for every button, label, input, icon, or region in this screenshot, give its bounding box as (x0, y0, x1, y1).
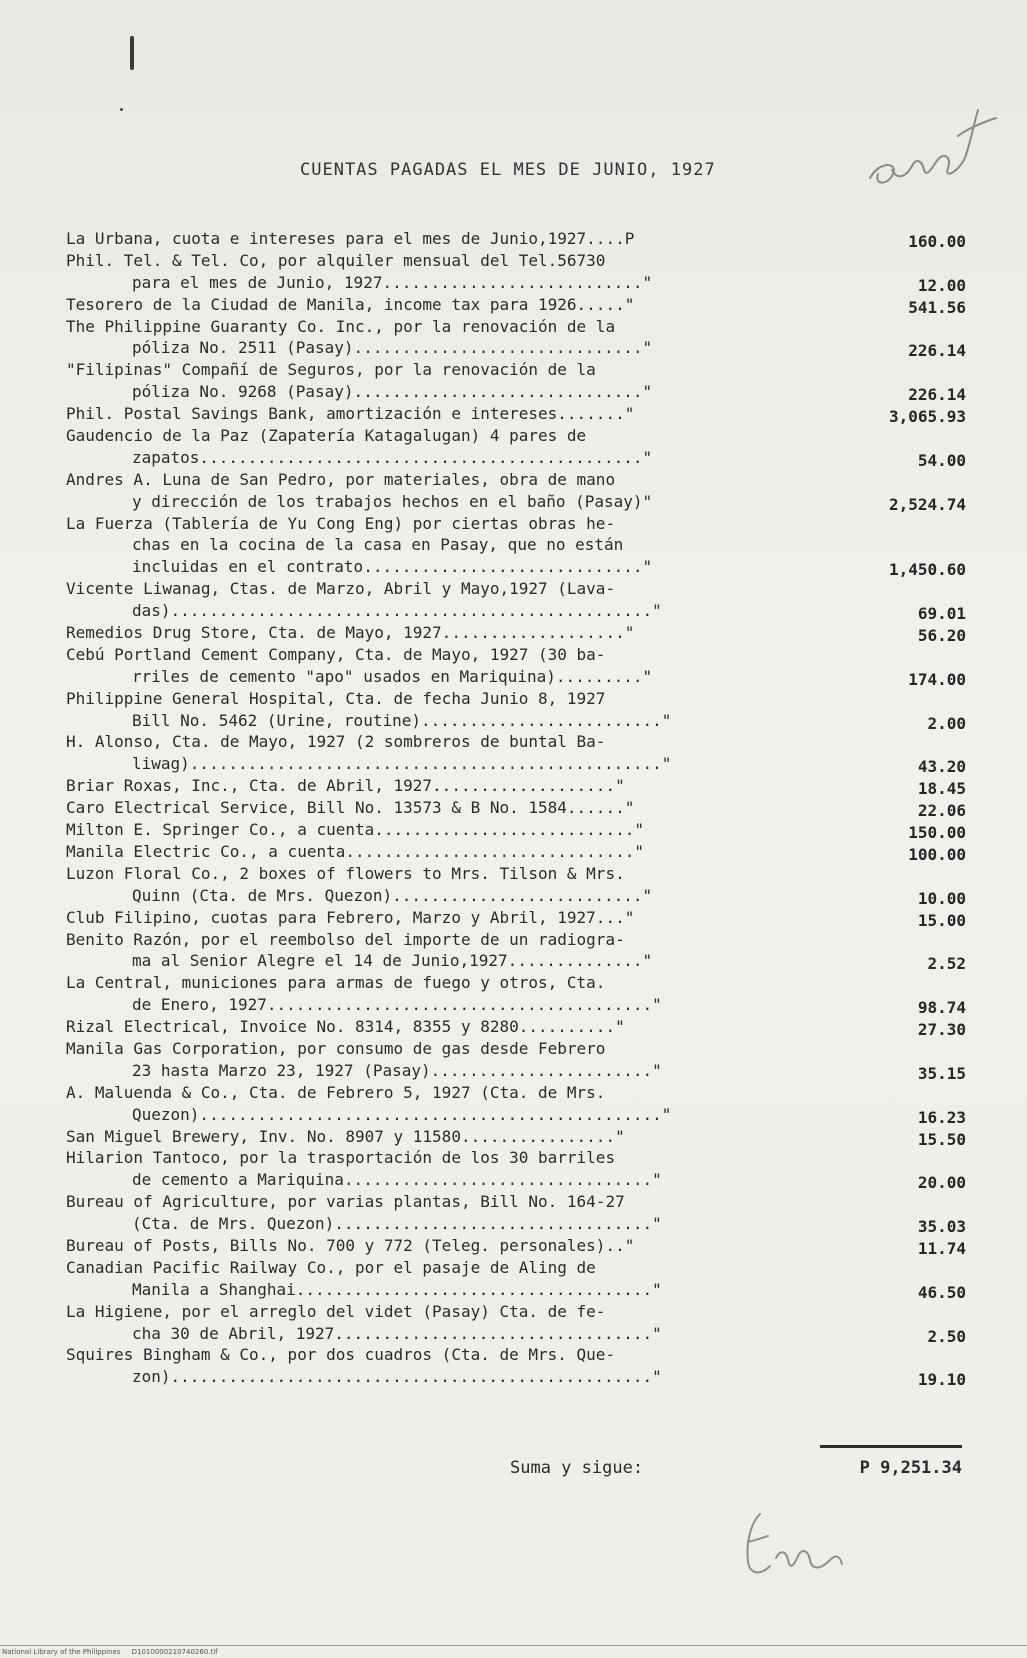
entry-text: 23 hasta Marzo 23, 1927 (Pasay)......................." (132, 1060, 662, 1080)
entry-amount: 1,450.60 (888, 560, 966, 580)
entry-line (66, 534, 966, 556)
entry-line (66, 797, 966, 819)
footer-rule (0, 1645, 1027, 1646)
entry-amount: 541.56 (908, 297, 966, 317)
entry-amount: 22.06 (917, 801, 966, 821)
entry-line (66, 469, 966, 491)
entry-amount: 15.50 (917, 1129, 966, 1149)
entry-amount: 46.50 (917, 1282, 966, 1302)
entry-line (66, 272, 966, 294)
entry-text: liwag)................................................." (132, 754, 672, 774)
entry-amount: 2.00 (927, 713, 966, 733)
entry-line (66, 381, 966, 403)
entry-line (66, 425, 966, 447)
entry-line (66, 775, 966, 797)
entry-line (66, 1060, 966, 1082)
entry-line (66, 1257, 966, 1279)
entry-text: Quinn (Cta. de Mrs. Quezon).........................." (132, 885, 653, 905)
entry-text: póliza No. 2511 (Pasay).............................." (132, 338, 653, 358)
page-title: CUENTAS PAGADAS EL MES DE JUNIO, 1927 (300, 160, 716, 180)
entry-text: Bill No. 5462 (Urine, routine)........................." (132, 710, 672, 730)
handwritten-annotation-en (730, 1500, 860, 1590)
entry-text: incluidas en el contrato............................." (132, 557, 653, 577)
entry-text: Club Filipino, cuotas para Febrero, Marzo y Abril, 1927..." (66, 907, 635, 927)
entry-line (66, 294, 966, 316)
entry-amount: 20.00 (917, 1173, 966, 1193)
entry-text: Caro Electrical Service, Bill No. 13573 & B No. 1584......" (66, 798, 635, 818)
entry-line (66, 1191, 966, 1213)
entry-text: Gaudencio de la Paz (Zapatería Katagalugan) 4 pares de (66, 426, 587, 446)
entry-amount: 19.10 (917, 1370, 966, 1390)
entry-amount: 150.00 (908, 823, 966, 843)
entry-line (66, 731, 966, 753)
entry-amount: 2.50 (927, 1326, 966, 1346)
entry-line (66, 863, 966, 885)
entry-line (66, 1126, 966, 1148)
summary-total: P 9,251.34 (859, 1458, 962, 1478)
entry-line (66, 753, 966, 775)
entry-text: chas en la cocina de la casa en Pasay, que no están (132, 535, 624, 555)
entry-text: La Fuerza (Tablería de Yu Cong Eng) por ciertas obras he- (66, 513, 616, 533)
entry-text: zon).................................................." (132, 1367, 662, 1387)
entry-line (66, 250, 966, 272)
entry-amount: 226.14 (908, 385, 966, 405)
entry-line (66, 1279, 966, 1301)
entry-text: La Central, municiones para armas de fuego y otros, Cta. (66, 973, 606, 993)
entry-amount: 12.00 (917, 275, 966, 295)
entry-text: Manila Electric Co., a cuenta.............................." (66, 841, 644, 861)
entry-amount: 54.00 (917, 450, 966, 470)
entry-line (66, 688, 966, 710)
entry-text: Milton E. Springer Co., a cuenta..........................." (66, 820, 644, 840)
entry-amount: 10.00 (917, 888, 966, 908)
entry-text: Briar Roxas, Inc., Cta. de Abril, 1927..................." (66, 776, 625, 796)
entry-line (66, 1104, 966, 1126)
entry-amount: 11.74 (917, 1238, 966, 1258)
entry-amount: 226.14 (908, 341, 966, 361)
entry-text: Remedios Drug Store, Cta. de Mayo, 1927..................." (66, 623, 635, 643)
entry-amount: 69.01 (917, 604, 966, 624)
entry-text: Quezon)................................................" (132, 1104, 672, 1124)
entry-amount: 27.30 (917, 1020, 966, 1040)
entry-text: H. Alonso, Cta. de Mayo, 1927 (2 sombreros de buntal Ba- (66, 732, 606, 752)
entry-amount: 2,524.74 (888, 494, 966, 514)
entry-amount: 43.20 (917, 757, 966, 777)
entry-text: cha 30 de Abril, 1927................................." (132, 1323, 662, 1343)
entry-line (66, 316, 966, 338)
entry-text: rriles de cemento "apo" usados en Mariquina)........." (132, 666, 653, 686)
entry-text: ma al Senior Alegre el 14 de Junio,1927.............." (132, 951, 653, 971)
entry-text: "Filipinas" Compañí de Seguros, por la renovación de la (66, 360, 596, 380)
ink-mark (130, 36, 134, 70)
entry-amount: 100.00 (908, 844, 966, 864)
entry-line (66, 1213, 966, 1235)
entry-text: Phil. Tel. & Tel. Co, por alquiler mensual del Tel.56730 (66, 250, 606, 270)
handwritten-annotation-and (860, 100, 1000, 200)
entry-text: Tesorero de la Ciudad de Manila, income tax para 1926....." (66, 294, 635, 314)
entry-text: Bureau of Posts, Bills No. 700 y 772 (Teleg. personales).." (66, 1235, 635, 1255)
ink-dot (120, 108, 123, 111)
entry-text: Vicente Liwanag, Ctas. de Marzo, Abril y Mayo,1927 (Lava- (66, 579, 616, 599)
entry-line (66, 1344, 966, 1366)
entry-text: La Higiene, por el arreglo del videt (Pasay) Cta. de fe- (66, 1301, 606, 1321)
entry-line (66, 491, 966, 513)
entry-line (66, 359, 966, 381)
entry-line (66, 710, 966, 732)
entry-line (66, 994, 966, 1016)
entry-text: (Cta. de Mrs. Quezon)................................." (132, 1214, 662, 1234)
entry-line (66, 1235, 966, 1257)
entry-text: para el mes de Junio, 1927..........................." (132, 272, 653, 292)
entry-amount: 18.45 (917, 779, 966, 799)
entry-amount: 2.52 (927, 954, 966, 974)
entry-amount: 174.00 (908, 669, 966, 689)
entry-text: Benito Razón, por el reembolso del importe de un radiogra- (66, 929, 625, 949)
entry-amount: 160.00 (908, 232, 966, 251)
entry-text: Bureau of Agriculture, por varias plantas, Bill No. 164-27 (66, 1192, 625, 1212)
entry-text: Andres A. Luna de San Pedro, por materiales, obra de mano (66, 469, 616, 489)
entry-line (66, 1147, 966, 1169)
entry-line (66, 1366, 966, 1388)
entry-amount: 35.15 (917, 1063, 966, 1083)
entry-line (66, 1301, 966, 1323)
entry-text: Philippine General Hospital, Cta. de fecha Junio 8, 1927 (66, 688, 606, 708)
entry-text: The Philippine Guaranty Co. Inc., por la renovación de la (66, 316, 616, 336)
entry-line (66, 644, 966, 666)
entry-line (66, 228, 966, 250)
entry-text: de Enero, 1927........................................" (132, 995, 662, 1015)
entry-amount: 35.03 (917, 1217, 966, 1237)
entry-text: y dirección de los trabajos hechos en el baño (Pasay)" (132, 491, 653, 511)
entry-line (66, 337, 966, 359)
entry-line (66, 950, 966, 972)
entry-line (66, 447, 966, 469)
entry-line (66, 1169, 966, 1191)
entry-line (66, 666, 966, 688)
entry-text: Rizal Electrical, Invoice No. 8314, 8355 y 8280.........." (66, 1017, 625, 1037)
entry-line (66, 972, 966, 994)
summary-label: Suma y sigue: (510, 1458, 644, 1478)
entry-text: Squires Bingham & Co., por dos cuadros (Cta. de Mrs. Que- (66, 1345, 616, 1365)
entry-amount: 3,065.93 (888, 407, 966, 427)
entry-text: Hilarion Tantoco, por la trasportación de los 30 barriles (66, 1148, 616, 1168)
entry-text: das).................................................." (132, 601, 662, 621)
entry-line (66, 929, 966, 951)
entry-line (66, 600, 966, 622)
entry-amount: 15.00 (917, 910, 966, 930)
entry-text: póliza No. 9268 (Pasay).............................." (132, 382, 653, 402)
entry-line (66, 1038, 966, 1060)
entry-line (66, 885, 966, 907)
entry-text: Canadian Pacific Railway Co., por el pasaje de Aling de (66, 1257, 596, 1277)
entry-text: Manila a Shanghai....................................." (132, 1279, 662, 1299)
entry-text: Phil. Postal Savings Bank, amortización e intereses......." (66, 404, 635, 424)
entry-line (66, 513, 966, 535)
footer-caption: National Library of the Philippines D1010000210740260.tif (2, 1648, 218, 1656)
entry-line (66, 841, 966, 863)
entry-text: A. Maluenda & Co., Cta. de Febrero 5, 1927 (Cta. de Mrs. (66, 1082, 606, 1102)
entry-line (66, 1082, 966, 1104)
entry-line (66, 1323, 966, 1345)
entry-line (66, 403, 966, 425)
entries-list (66, 228, 966, 1388)
entry-text: Cebú Portland Cement Company, Cta. de Mayo, 1927 (30 ba- (66, 644, 606, 664)
entry-line (66, 622, 966, 644)
entry-amount: 56.20 (917, 626, 966, 646)
entry-line (66, 556, 966, 578)
total-rule (820, 1445, 962, 1448)
entry-amount: 98.74 (917, 998, 966, 1018)
entry-text: La Urbana, cuota e intereses para el mes de Junio,1927....P (66, 229, 635, 248)
entry-text: Luzon Floral Co., 2 boxes of flowers to Mrs. Tilson & Mrs. (66, 863, 625, 883)
entry-line (66, 578, 966, 600)
entry-line (66, 907, 966, 929)
entry-line (66, 819, 966, 841)
entry-text: zapatos.............................................." (132, 447, 653, 467)
entry-text: de cemento a Mariquina................................" (132, 1170, 662, 1190)
entry-line (66, 1016, 966, 1038)
entry-amount: 16.23 (917, 1107, 966, 1127)
entry-text: Manila Gas Corporation, por consumo de gas desde Febrero (66, 1038, 606, 1058)
entry-text: San Miguel Brewery, Inv. No. 8907 y 11580................" (66, 1126, 625, 1146)
